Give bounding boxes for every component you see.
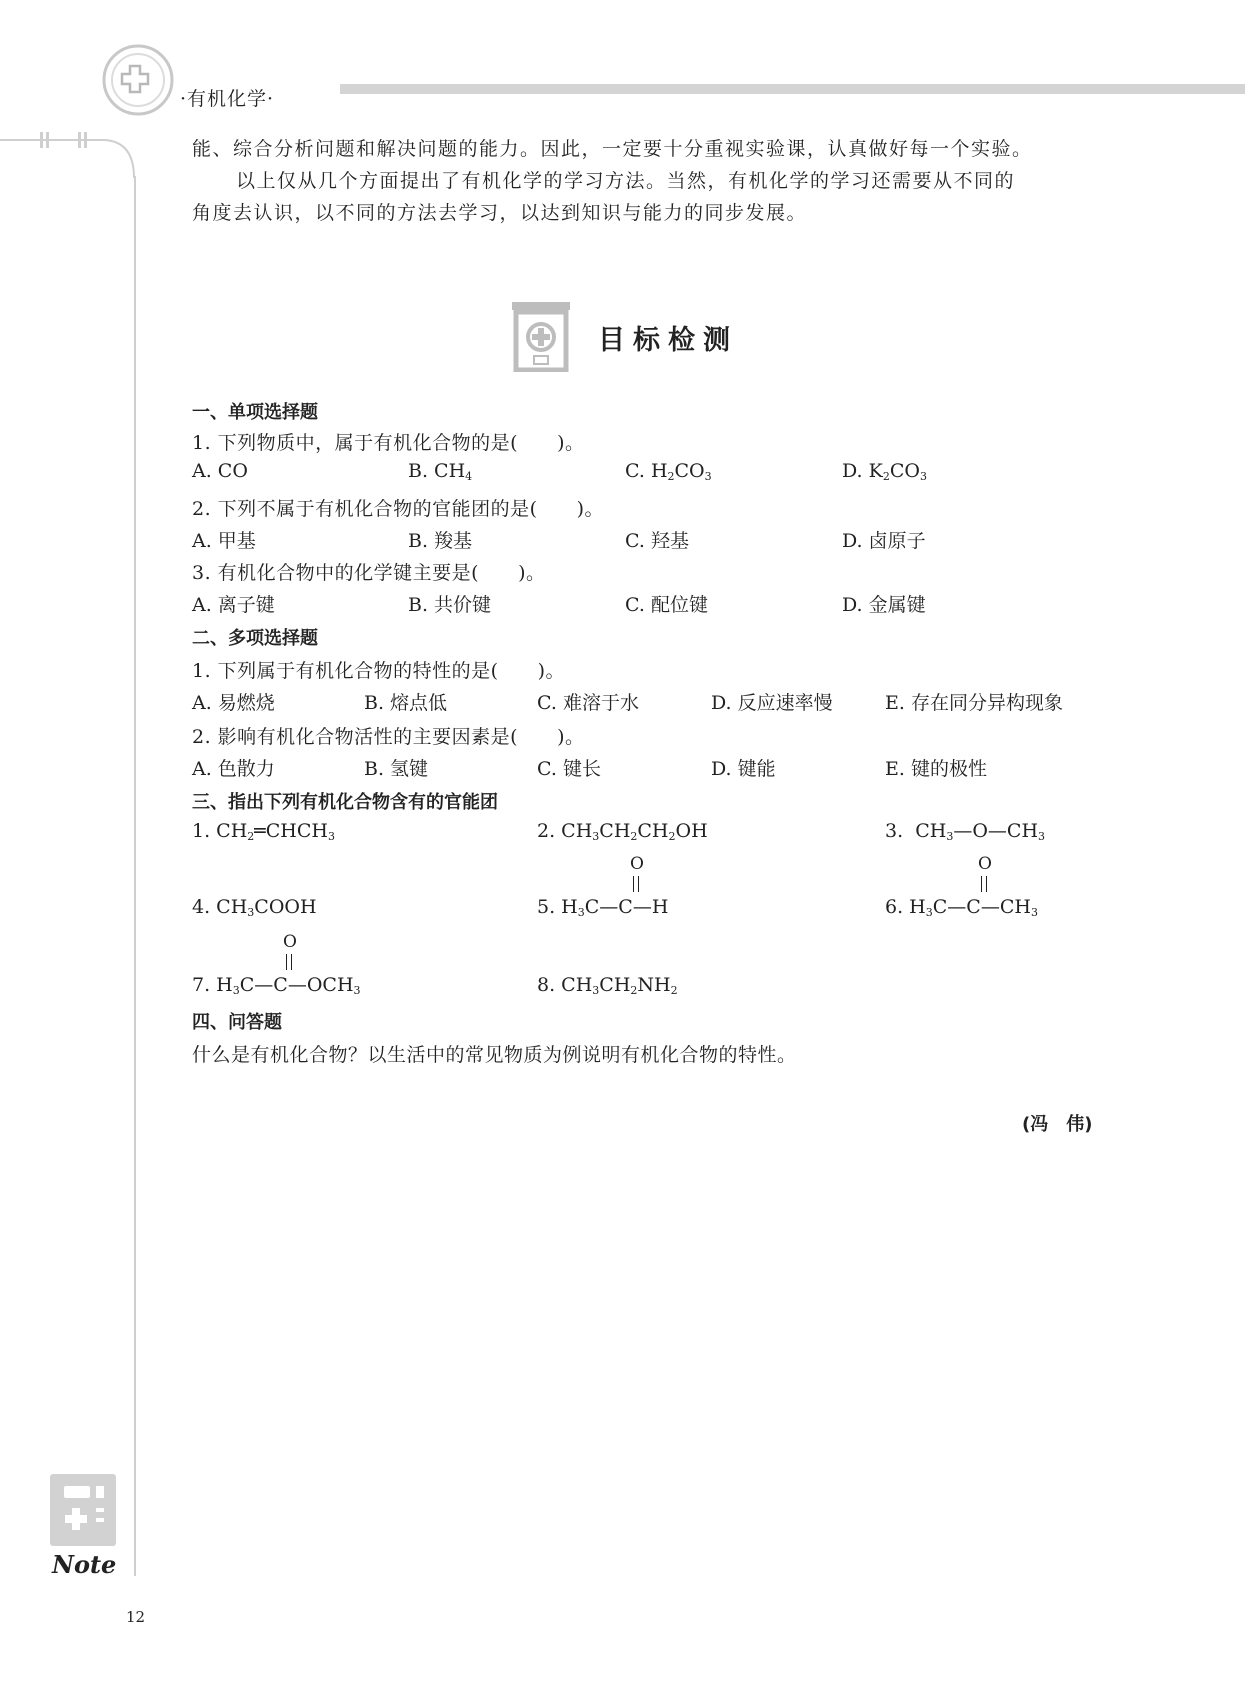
part2-q1-option-b: B. 熔点低 [364, 692, 448, 714]
part1-q1-option-b: B. $CH_4$ [408, 460, 473, 483]
compound-7: 7. $H_3C—C—OCH_3$ [192, 974, 361, 997]
compound-7-oxygen: O [283, 932, 297, 952]
intro-line-2: 以上仅从几个方面提出了有机化学的学习方法。当然，有机化学的学习还需要从不同的 [236, 170, 1016, 192]
part2-q1-option-a: A. 易燃烧 [192, 692, 275, 714]
part4-title: 四、问答题 [192, 1012, 282, 1033]
compound-2: 2. $CH_3CH_2CH_2OH$ [537, 820, 708, 843]
part2-title: 二、多项选择题 [192, 628, 318, 649]
part1-q2-option-c: C. 羟基 [625, 530, 689, 552]
compound-5-oxygen: O [630, 854, 644, 874]
part2-q2-option-c: C. 键长 [537, 758, 601, 780]
compound-5-double-bond [633, 876, 639, 892]
compound-7-double-bond [286, 954, 292, 970]
note-label: Note [52, 1550, 117, 1579]
part2-q2-option-a: A. 色散力 [192, 758, 275, 780]
margin-rule [134, 176, 136, 1576]
part2-q1-option-e: E. 存在同分异构现象 [885, 692, 1063, 714]
compound-4: 4. $CH_3COOH$ [192, 896, 317, 919]
part1-q1-option-c: C. $H_2CO_3$ [625, 460, 712, 483]
margin-decoration [0, 128, 140, 188]
author-name: (冯 伟) [1022, 1114, 1093, 1135]
part1-q2-option-a: A. 甲基 [192, 530, 256, 552]
compound-8: 8. $CH_3CH_2NH_2$ [537, 974, 678, 997]
part2-q1-stem: 1. 下列属于有机化合物的特性的是( )。 [192, 660, 565, 682]
compound-5: 5. $H_3C—C—H$ [537, 896, 669, 919]
compound-6-double-bond [981, 876, 987, 892]
note-icon [46, 1470, 120, 1550]
part1-q2-option-d: D. 卤原子 [842, 530, 926, 552]
part1-q3-option-c: C. 配位键 [625, 594, 708, 616]
header-emblem-icon [100, 42, 176, 118]
part2-q2-option-b: B. 氢键 [364, 758, 429, 780]
part2-q1-option-d: D. 反应速率慢 [711, 692, 833, 714]
running-header-title: ·有机化学· [180, 88, 275, 110]
intro-line-3: 角度去认识，以不同的方法去学习，以达到知识与能力的同步发展。 [192, 202, 808, 224]
part1-q3-stem: 3. 有机化合物中的化学键主要是( )。 [192, 562, 546, 584]
medical-box-icon [510, 300, 572, 372]
part2-q2-option-e: E. 键的极性 [885, 758, 987, 780]
compound-6-oxygen: O [978, 854, 992, 874]
part1-q1-option-d: D. $K_2CO_3$ [842, 460, 927, 483]
part1-q2-option-b: B. 羧基 [408, 530, 473, 552]
part1-q3-option-b: B. 共价键 [408, 594, 492, 616]
header-bar [340, 84, 1245, 94]
part3-title: 三、指出下列有机化合物含有的官能团 [192, 792, 498, 813]
compound-1: 1. $CH_2═CHCH_3$ [192, 820, 335, 843]
part1-q2-stem: 2. 下列不属于有机化合物的官能团的是( )。 [192, 498, 604, 520]
part4-question: 什么是有机化合物？以生活中的常见物质为例说明有机化合物的特性。 [192, 1044, 797, 1066]
part1-q3-option-d: D. 金属键 [842, 594, 926, 616]
intro-line-1: 能、综合分析问题和解决问题的能力。因此，一定要十分重视实验课，认真做好每一个实验。 [192, 138, 1033, 160]
page-number: 12 [126, 1608, 146, 1626]
part1-title: 一、单项选择题 [192, 402, 318, 423]
part1-q1-stem: 1. 下列物质中，属于有机化合物的是( )。 [192, 432, 585, 454]
part2-q1-option-c: C. 难溶于水 [537, 692, 639, 714]
compound-6: 6. $H_3C—C—CH_3$ [885, 896, 1038, 919]
part2-q2-option-d: D. 键能 [711, 758, 776, 780]
compound-3: 3. $CH_3—O—CH_3$ [885, 820, 1046, 843]
part1-q3-option-a: A. 离子键 [192, 594, 275, 616]
part1-q1-option-a: A. CO [192, 460, 248, 482]
part2-q2-stem: 2. 影响有机化合物活性的主要因素是( )。 [192, 726, 585, 748]
section-title: 目标检测 [598, 325, 738, 356]
